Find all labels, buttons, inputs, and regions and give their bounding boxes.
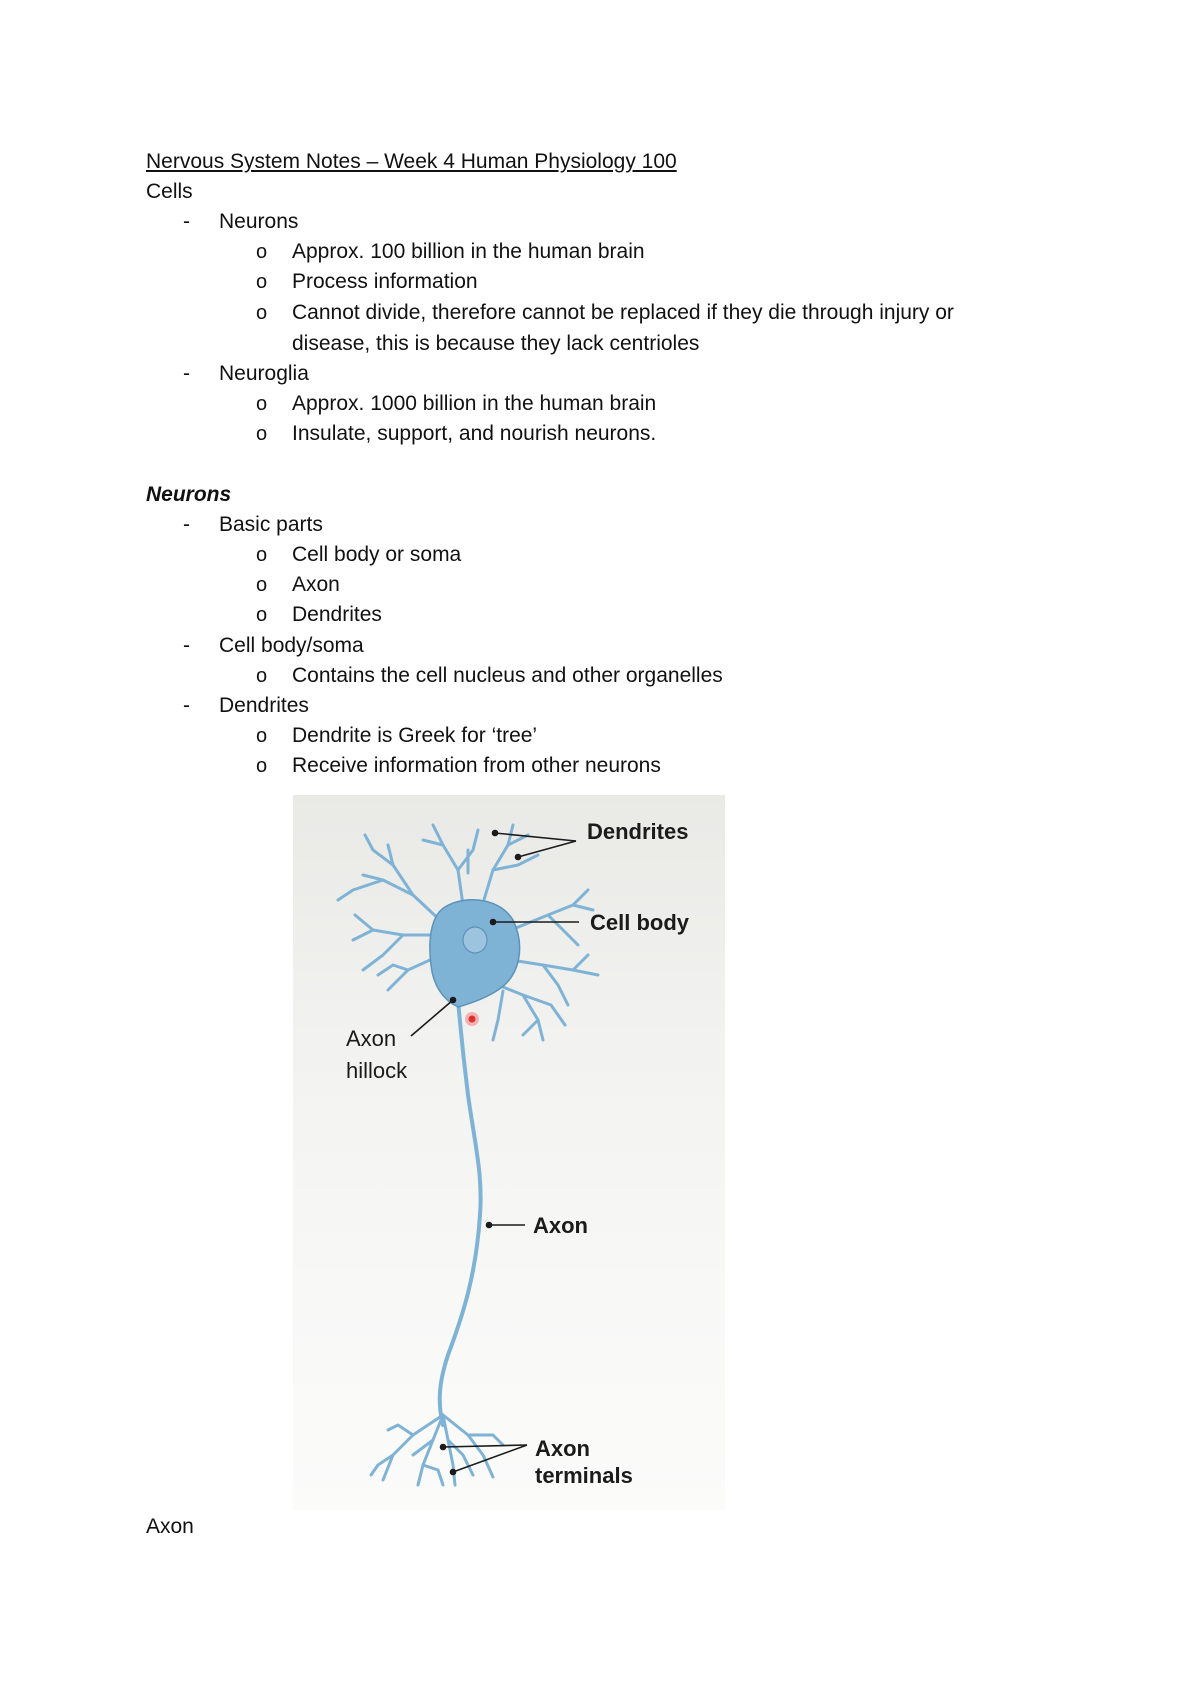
list-item-neuroglia: Neuroglia xyxy=(219,362,309,385)
bullet-marker: o xyxy=(256,302,268,324)
section-heading-cells: Cells xyxy=(146,180,193,203)
nucleus-shape xyxy=(463,927,487,953)
section-heading-neurons: Neurons xyxy=(146,483,232,506)
bullet-marker: o xyxy=(256,241,268,263)
label-dendrites: Dendrites xyxy=(587,819,689,844)
label-axon-hillock-line2: hillock xyxy=(346,1058,408,1083)
bullet-marker: o xyxy=(256,574,268,596)
bullet-marker: o xyxy=(256,393,268,415)
list-item: Cannot divide, therefore cannot be replaced if they die through injury or xyxy=(292,301,954,324)
bullet-marker: o xyxy=(256,725,268,747)
list-item: Process information xyxy=(292,270,478,293)
list-item-neurons: Neurons xyxy=(219,210,299,233)
dash-marker: - xyxy=(183,513,190,536)
list-item: Insulate, support, and nourish neurons. xyxy=(292,422,657,445)
dash-marker: - xyxy=(183,694,190,717)
label-axon-terminals-line2: terminals xyxy=(535,1463,633,1488)
list-item: Axon xyxy=(292,573,340,596)
list-item: Dendrites xyxy=(292,603,382,626)
label-axon-terminals-line1: Axon xyxy=(535,1436,590,1461)
list-item: Approx. 1000 billion in the human brain xyxy=(292,392,657,415)
axon-line xyxy=(440,1000,481,1425)
list-item-basic-parts: Basic parts xyxy=(219,513,323,536)
axon-terminal-branches xyxy=(371,1415,503,1485)
list-item: Dendrite is Greek for ‘tree’ xyxy=(292,724,538,747)
bullet-marker: o xyxy=(256,755,268,777)
document-title: Nervous System Notes – Week 4 Human Physiology 100 xyxy=(146,150,677,173)
bullet-marker: o xyxy=(256,423,268,445)
dash-marker: - xyxy=(183,362,190,385)
bullet-marker: o xyxy=(256,544,268,566)
list-item: Contains the cell nucleus and other organelles xyxy=(292,664,723,687)
neuron-illustration xyxy=(293,795,725,1510)
label-cell-body: Cell body xyxy=(590,910,690,935)
dash-marker: - xyxy=(183,210,190,233)
dash-marker: - xyxy=(183,634,190,657)
label-axon: Axon xyxy=(533,1213,588,1238)
list-item: Receive information from other neurons xyxy=(292,754,661,777)
bullet-marker: o xyxy=(256,271,268,293)
list-item-continuation: disease, this is because they lack centrioles xyxy=(292,332,700,355)
list-item: Approx. 100 billion in the human brain xyxy=(292,240,645,263)
section-heading-axon: Axon xyxy=(146,1515,194,1538)
list-item-dendrites: Dendrites xyxy=(219,694,309,717)
label-axon-hillock-line1: Axon xyxy=(346,1026,397,1051)
bullet-marker: o xyxy=(256,665,268,687)
neuron-diagram xyxy=(293,795,725,1510)
list-item-cell-body: Cell body/soma xyxy=(219,634,364,657)
bullet-marker: o xyxy=(256,604,268,626)
list-item: Cell body or soma xyxy=(292,543,462,566)
